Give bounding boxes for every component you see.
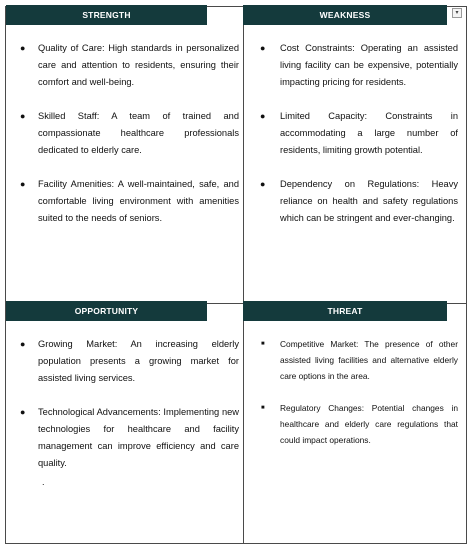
bullet-icon: ●	[260, 111, 266, 121]
list-item: ● Cost Constraints: Operating an assisted living facility can be expensive, potentially impacting pricing for residents.	[243, 40, 458, 91]
list-item: ■ Competitive Market: The presence of other assisted living facilities and alternative elderly care options in the area.	[243, 336, 458, 384]
threat-header: THREAT	[243, 301, 447, 321]
bullet-icon: ●	[20, 179, 26, 189]
opportunity-cell	[6, 301, 239, 489]
bullet-icon: ●	[260, 179, 266, 189]
strength-list	[6, 40, 239, 227]
bullet-icon: ■	[261, 405, 265, 411]
bullet-icon: ●	[20, 43, 26, 53]
bullet-icon: ■	[261, 341, 265, 347]
threat-cell	[243, 301, 457, 464]
opportunity-header: OPPORTUNITY	[6, 301, 207, 321]
list-item: ● Limited Capacity: Constraints in accommodating a large number of residents, limiting growth potential.	[243, 108, 458, 159]
weakness-cell	[243, 5, 457, 244]
list-item: ● Quality of Care: High standards in personalized care and attention to residents, ensuring their comfort and well-being.	[6, 40, 239, 91]
list-item: ● Dependency on Regulations: Heavy reliance on health and safety regulations which can be stringent and ever-changing.	[243, 176, 458, 227]
bullet-icon: ●	[20, 407, 26, 417]
weakness-list	[243, 40, 458, 227]
list-item: ■ Regulatory Changes: Potential changes in healthcare and elderly care regulations that could impact operations.	[243, 400, 458, 448]
strength-cell	[6, 5, 239, 244]
list-item: ● Facility Amenities: A well-maintained, safe, and comfortable living environment with amenities suited to the needs of seniors.	[6, 176, 239, 227]
dropdown-arrow-icon[interactable]: ▾	[452, 8, 462, 18]
trailing-mark: .	[42, 477, 45, 487]
list-item: ● Growing Market: An increasing elderly population presents a growing market for assisted living services.	[6, 336, 239, 387]
bullet-icon: ●	[260, 43, 266, 53]
weakness-header: WEAKNESS	[243, 5, 447, 25]
list-item: ● Technological Advancements: Implementing new technologies for healthcare and facility management can improve efficiency and care quality.	[6, 404, 239, 472]
bullet-icon: ●	[20, 111, 26, 121]
opportunity-list	[6, 336, 239, 472]
threat-list	[243, 336, 458, 448]
list-item: ● Skilled Staff: A team of trained and compassionate healthcare professionals dedicated to elderly care.	[6, 108, 239, 159]
bullet-icon: ●	[20, 339, 26, 349]
strength-header: STRENGTH	[6, 5, 207, 25]
